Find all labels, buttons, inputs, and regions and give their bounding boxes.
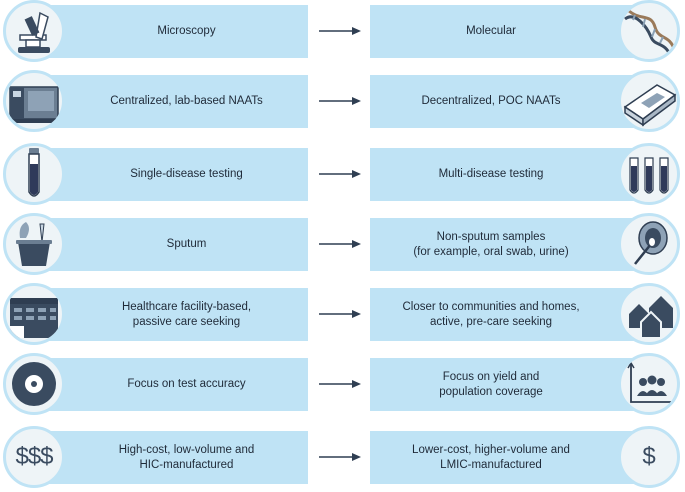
left-box-2 xyxy=(30,75,308,128)
left-label-1: Microscopy xyxy=(157,25,216,38)
right-box-4 xyxy=(370,218,650,271)
row-2 xyxy=(0,70,685,132)
left-label-4: Sputum xyxy=(166,238,207,251)
left-box-7 xyxy=(30,431,308,484)
arrow-right-icon xyxy=(319,27,361,35)
right-label-6: Focus on yield and population coverage xyxy=(439,371,543,398)
triple-dollar-icon xyxy=(3,426,65,488)
arrow-right-icon xyxy=(319,97,361,105)
row-6 xyxy=(0,353,685,415)
target-icon xyxy=(3,353,65,415)
left-box-4 xyxy=(30,218,308,271)
test-cartridge-icon xyxy=(618,70,680,132)
right-box-3 xyxy=(370,148,650,201)
left-label-5: Healthcare facility-based, passive care seeking xyxy=(121,301,252,328)
lab-analyzer-icon xyxy=(3,70,65,132)
row-3 xyxy=(0,143,685,205)
hospital-building-icon xyxy=(3,283,65,345)
homes-icon xyxy=(618,283,680,345)
population-chart-icon xyxy=(618,353,680,415)
arrow-right-icon xyxy=(319,170,361,178)
row-1 xyxy=(0,0,685,62)
left-box-1 xyxy=(30,5,308,58)
right-label-5: Closer to communities and homes, active, pre-care seeking xyxy=(402,301,580,328)
right-box-5 xyxy=(370,288,650,341)
left-box-3 xyxy=(30,148,308,201)
triple-dollar-text: $$$ xyxy=(15,443,53,470)
right-box-7 xyxy=(370,431,650,484)
left-label-3: Single-disease testing xyxy=(130,168,243,181)
left-label-7: High-cost, low-volume and HIC-manufactured xyxy=(118,444,255,471)
left-label-6: Focus on test accuracy xyxy=(127,378,246,391)
row-7 xyxy=(0,426,685,488)
arrow-right-icon xyxy=(319,240,361,248)
right-label-1: Molecular xyxy=(466,25,516,38)
oral-swab-icon xyxy=(618,213,680,275)
arrow-right-icon xyxy=(319,310,361,318)
left-box-5 xyxy=(30,288,308,341)
arrow-right-icon xyxy=(319,380,361,388)
right-box-1 xyxy=(370,5,650,58)
arrow-right-icon xyxy=(319,453,361,461)
sputum-cup-icon xyxy=(3,213,65,275)
dollar-icon xyxy=(618,426,680,488)
microscope-icon xyxy=(3,0,65,62)
dna-helix-icon xyxy=(618,0,680,62)
single-test-tube-icon xyxy=(3,143,65,205)
right-label-4: Non-sputum samples (for example, oral swab, urine) xyxy=(413,231,569,258)
row-5 xyxy=(0,283,685,345)
right-label-2: Decentralized, POC NAATs xyxy=(421,95,561,108)
left-label-2: Centralized, lab-based NAATs xyxy=(110,95,263,108)
right-label-7: Lower-cost, higher-volume and LMIC-manufactured xyxy=(412,444,570,471)
left-box-6 xyxy=(30,358,308,411)
dollar-text: $ xyxy=(642,443,656,470)
right-box-2 xyxy=(370,75,650,128)
multiple-test-tubes-icon xyxy=(618,143,680,205)
right-label-3: Multi-disease testing xyxy=(438,168,544,181)
row-4 xyxy=(0,213,685,275)
right-box-6 xyxy=(370,358,650,411)
